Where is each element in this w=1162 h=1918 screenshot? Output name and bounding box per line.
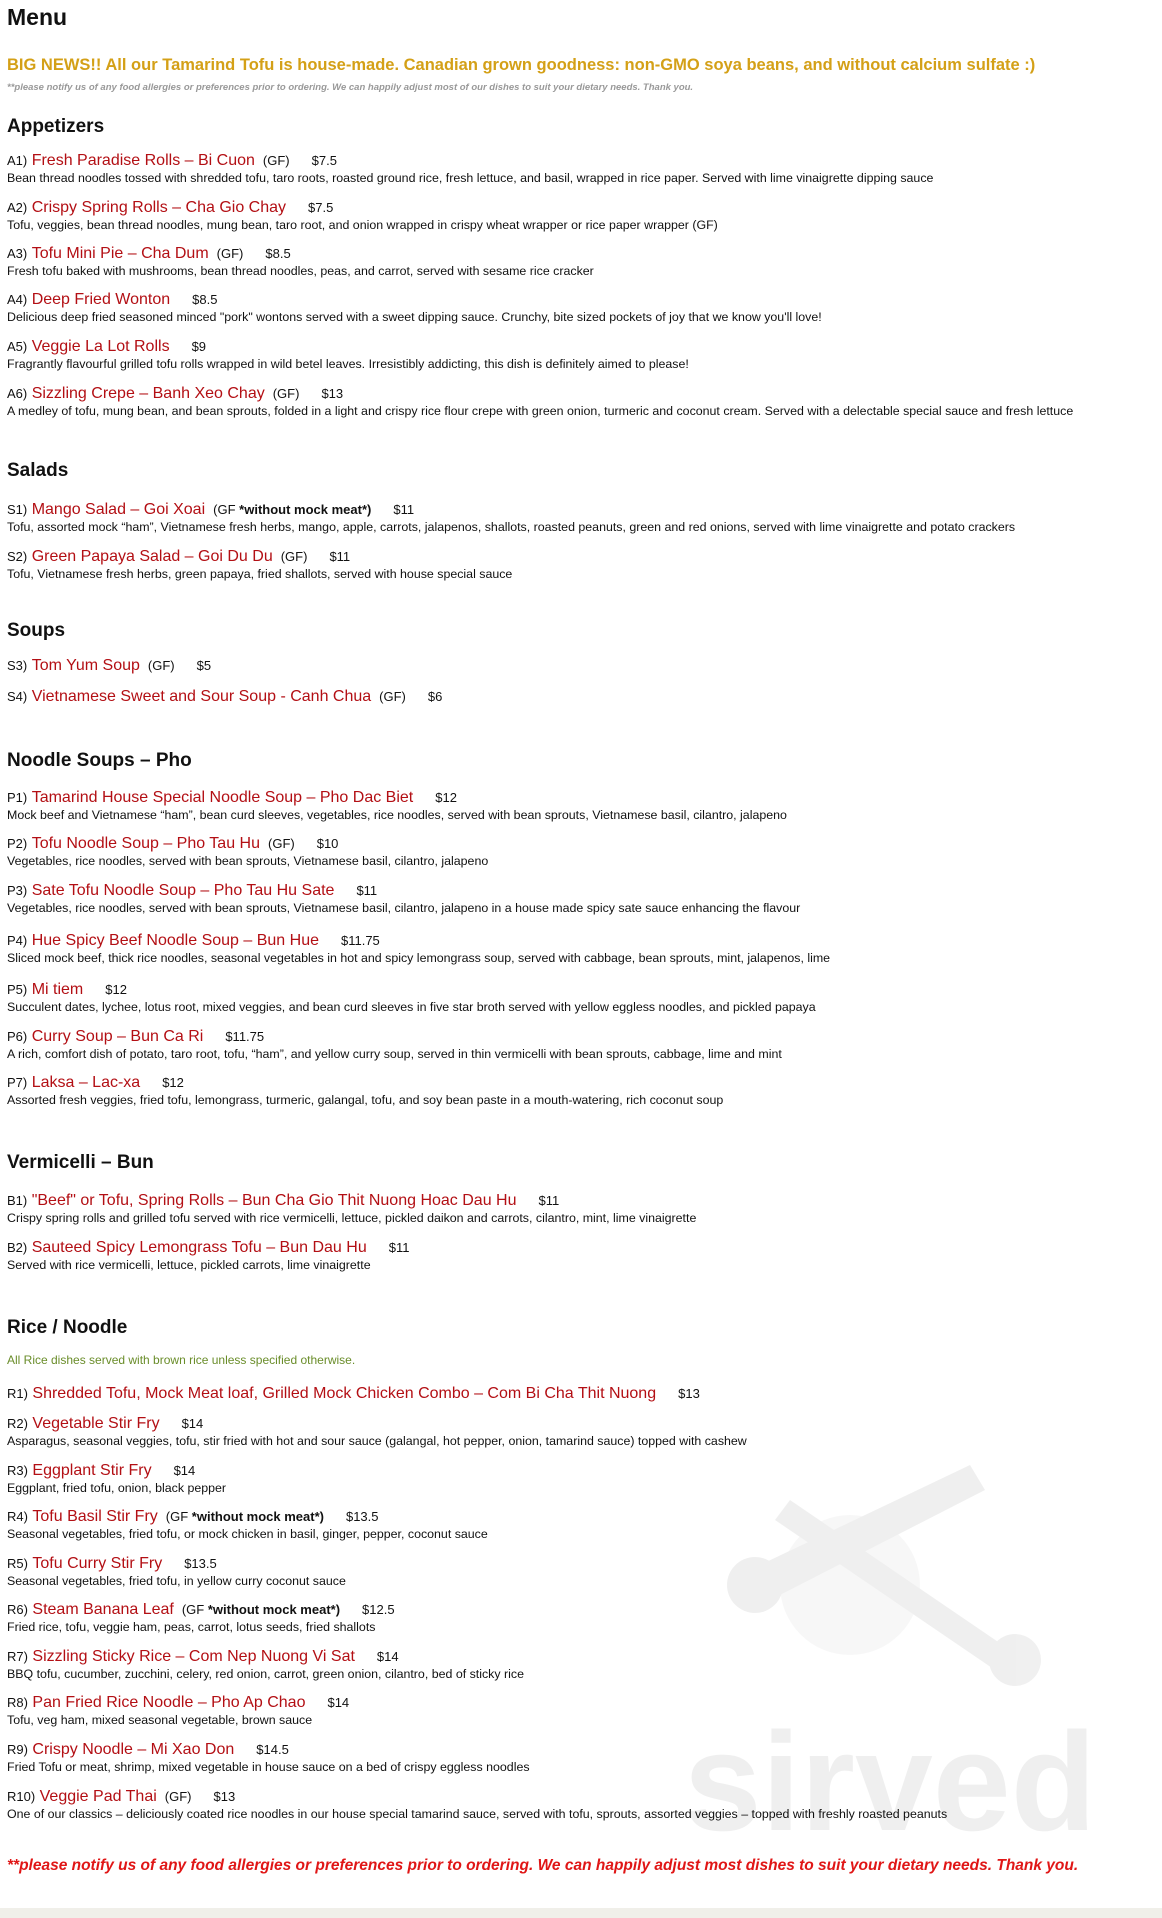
item-diet-tag xyxy=(213,502,371,517)
menu-item xyxy=(7,151,1157,186)
item-code: A6) xyxy=(7,386,28,401)
page-title: Menu xyxy=(7,4,68,30)
menu-item-header xyxy=(7,198,1157,218)
menu-item-header xyxy=(7,547,1157,567)
item-description: Tofu, veg ham, mixed seasonal vegetable, brown sauce xyxy=(7,1713,313,1727)
menu-item xyxy=(7,788,1157,823)
menu-item xyxy=(7,384,1157,419)
menu-item xyxy=(7,1238,1157,1273)
item-name: Hue Spicy Beef Noodle Soup – Bun Hue xyxy=(31,932,319,949)
menu-item-header xyxy=(7,1191,1157,1211)
item-description: Crispy spring rolls and grilled tofu served with rice vermicelli, lettuce, pickled daikon and carrots, cilantro, mint, lime vinaigrette xyxy=(7,1211,697,1225)
menu-item xyxy=(7,1384,1157,1404)
item-name: Tofu Curry Stir Fry xyxy=(32,1555,163,1572)
menu-item xyxy=(7,1554,1157,1589)
menu-item-header xyxy=(7,788,1157,808)
item-price: $13.5 xyxy=(184,1556,217,1571)
item-code: S3) xyxy=(7,658,28,673)
item-description: One of our classics – deliciously coated rice noodles in our house special tamarind sauce, served with tofu, sprouts, assorted veggies – topped with freshly roasted peanuts xyxy=(7,1807,948,1821)
item-diet-tag-text: (GF) xyxy=(272,386,300,401)
item-diet-tag-text: (GF) xyxy=(164,1789,192,1804)
item-price: $13 xyxy=(321,386,344,401)
menu-item xyxy=(7,687,1157,707)
item-price: $12 xyxy=(162,1075,184,1090)
item-code: R5) xyxy=(7,1556,28,1571)
item-diet-tag-text: (GF) xyxy=(262,153,290,168)
item-description: Fried Tofu or meat, shrimp, mixed vegetable in house sauce on a bed of crispy eggless noodles xyxy=(7,1760,530,1774)
item-name: Eggplant Stir Fry xyxy=(32,1462,152,1479)
item-diet-tag-text: (GF) xyxy=(216,246,244,261)
item-description: Seasonal vegetables, fried tofu, in yellow curry coconut sauce xyxy=(7,1574,346,1588)
menu-item xyxy=(7,1740,1157,1775)
item-diet-tag-note: *without mock meat*) xyxy=(207,1602,341,1617)
menu-item xyxy=(7,1647,1157,1682)
item-name: Veggie La Lot Rolls xyxy=(31,338,170,355)
item-code: A5) xyxy=(7,339,28,354)
item-description: Fresh tofu baked with mushrooms, bean thread noodles, peas, and carrot, served with sesame rice cracker xyxy=(7,264,594,278)
menu-item xyxy=(7,1461,1157,1496)
item-code: A4) xyxy=(7,292,28,307)
item-description: Delicious deep fried seasoned minced "pork" wontons served with a sweet dipping sauce. Crunchy, bite sized pockets of joy that we know you'll love! xyxy=(7,310,822,324)
item-description: Mock beef and Vietnamese “ham”, bean curd sleeves, vegetables, rice noodles, served with bean sprouts, Vietnamese basil, cilantro, jalapeno xyxy=(7,808,787,822)
item-code: A2) xyxy=(7,200,28,215)
item-price: $9 xyxy=(191,339,207,354)
item-diet-tag-note: *without mock meat*) xyxy=(191,1509,324,1524)
big-news-banner: BIG NEWS!! All our Tamarind Tofu is house-made. Canadian grown goodness: non-GMO soya beans, and without calcium sulfate :) xyxy=(7,56,1036,74)
item-diet-tag-text: (GF) xyxy=(280,549,308,564)
item-code: R1) xyxy=(7,1386,28,1401)
item-description: Tofu, Vietnamese fresh herbs, green papaya, fried shallots, served with house special sauce xyxy=(7,567,513,581)
item-price: $11.75 xyxy=(340,933,380,948)
item-code: R9) xyxy=(7,1742,28,1757)
item-name: Crispy Spring Rolls – Cha Gio Chay xyxy=(31,199,287,216)
section-heading: Soups xyxy=(7,620,66,641)
menu-item xyxy=(7,500,1157,535)
item-code: R10) xyxy=(7,1789,36,1804)
menu-item xyxy=(7,337,1157,372)
item-code: B2) xyxy=(7,1240,28,1255)
item-code: S1) xyxy=(7,502,28,517)
item-code: A3) xyxy=(7,246,28,261)
menu-item-header xyxy=(7,290,1157,310)
item-price: $11 xyxy=(393,502,415,517)
item-code: A1) xyxy=(7,153,28,168)
item-code: B1) xyxy=(7,1193,28,1208)
item-price: $11 xyxy=(538,1193,560,1208)
item-diet-tag xyxy=(166,1509,324,1524)
item-description: Asparagus, seasonal veggies, tofu, stir fried with hot and sour sauce (galangal, hot pepper, onion, tamarind sauce) topped with cashew xyxy=(7,1434,747,1448)
menu-item-header xyxy=(7,1554,1157,1574)
item-name: Shredded Tofu, Mock Meat loaf, Grilled Mock Chicken Combo – Com Bi Cha Thit Nuong xyxy=(32,1385,657,1402)
menu-item-header xyxy=(7,1740,1157,1760)
item-price: $12 xyxy=(105,982,127,997)
item-price: $8.5 xyxy=(192,292,218,307)
item-description: Succulent dates, lychee, lotus root, mixed veggies, and bean curd sleeves in five star broth served with yellow eggless noodles, and pickled papaya xyxy=(7,1000,816,1014)
item-price: $7.5 xyxy=(311,153,337,168)
item-code: R3) xyxy=(7,1463,28,1478)
menu-item-header xyxy=(7,1600,1157,1620)
item-name: Sate Tofu Noodle Soup – Pho Tau Hu Sate xyxy=(31,882,335,899)
item-name: Crispy Noodle – Mi Xao Don xyxy=(32,1741,235,1758)
item-price: $10 xyxy=(316,836,339,851)
menu-item-header xyxy=(7,244,1157,264)
item-diet-tag xyxy=(263,153,290,168)
item-code: S4) xyxy=(7,689,28,704)
menu-item xyxy=(7,1414,1157,1449)
item-price: $6 xyxy=(427,689,443,704)
item-diet-tag-text: (GF xyxy=(213,502,236,517)
item-code: R7) xyxy=(7,1649,28,1664)
item-price: $13 xyxy=(213,1789,236,1804)
item-name: Deep Fried Wonton xyxy=(31,291,171,308)
item-diet-tag-text: (GF xyxy=(181,1602,205,1617)
item-diet-tag-text: (GF) xyxy=(268,836,295,851)
item-description: Assorted fresh veggies, fried tofu, lemongrass, turmeric, galangal, tofu, and soy bean paste in a mouth-watering, rich coconut soup xyxy=(7,1093,724,1107)
item-name: Green Papaya Salad – Goi Du Du xyxy=(31,548,273,565)
item-price: $14.5 xyxy=(256,1742,289,1757)
item-diet-tag-text: (GF) xyxy=(147,658,175,673)
menu-item xyxy=(7,547,1157,582)
section-heading: Salads xyxy=(7,460,69,481)
item-diet-tag xyxy=(281,549,308,564)
item-description: Vegetables, rice noodles, served with bean sprouts, Vietnamese basil, cilantro, jalapeno in a house made spicy sate sauce enhancing the flavour xyxy=(7,901,801,915)
item-code: P7) xyxy=(7,1075,28,1090)
section-heading: Noodle Soups – Pho xyxy=(7,750,192,771)
item-price: $14 xyxy=(376,1649,399,1664)
item-price: $7.5 xyxy=(308,200,334,215)
menu-item xyxy=(7,1600,1157,1635)
menu-item xyxy=(7,244,1157,279)
item-code: P5) xyxy=(7,982,28,997)
section-heading: Vermicelli – Bun xyxy=(7,1152,154,1173)
menu-item-header xyxy=(7,500,1157,520)
menu-item-header xyxy=(7,384,1157,404)
item-name: Veggie Pad Thai xyxy=(39,1788,157,1805)
item-diet-tag xyxy=(182,1602,340,1617)
item-price: $8.5 xyxy=(265,246,291,261)
item-description: Bean thread noodles tossed with shredded tofu, taro roots, roasted ground rice, fresh lettuce, and basil, wrapped in rice paper. Served with lime vinaigrette dipping sauce xyxy=(7,171,934,185)
menu-item xyxy=(7,834,1157,869)
item-code: S2) xyxy=(7,549,28,564)
item-name: Mi tiem xyxy=(31,981,84,998)
item-description: BBQ tofu, cucumber, zucchini, celery, red onion, carrot, green onion, cilantro, bed of sticky rice xyxy=(7,1667,524,1681)
item-price: $12 xyxy=(435,790,457,805)
item-code: P4) xyxy=(7,933,28,948)
item-description: Tofu, assorted mock “ham”, Vietnamese fresh herbs, mango, apple, carrots, jalapenos, shallots, roasted peanuts, green and red onions, served with lime vinaigrette and potato crackers xyxy=(7,520,1016,534)
item-name: Tamarind House Special Noodle Soup – Pho Dac Biet xyxy=(31,789,414,806)
watermark-text: sirved xyxy=(683,1703,1097,1845)
item-code: P2) xyxy=(7,836,28,851)
menu-item xyxy=(7,198,1157,233)
item-name: Tofu Basil Stir Fry xyxy=(32,1508,158,1525)
menu-item xyxy=(7,1027,1157,1062)
item-description: Seasonal vegetables, fried tofu, or mock chicken in basil, ginger, pepper, coconut sauce xyxy=(7,1527,488,1541)
menu-item-header xyxy=(7,1693,1157,1713)
item-description: A rich, comfort dish of potato, taro root, tofu, “ham”, and yellow curry soup, served in thin vermicelli with bean sprouts, cabbage, lime and mint xyxy=(7,1047,782,1061)
item-diet-tag-note: *without mock meat*) xyxy=(239,502,372,517)
item-name: "Beef" or Tofu, Spring Rolls – Bun Cha Gio Thit Nuong Hoac Dau Hu xyxy=(31,1192,517,1209)
item-price: $14 xyxy=(181,1416,204,1431)
menu-item-header xyxy=(7,1507,1157,1527)
item-price: $11 xyxy=(329,549,351,564)
item-code: R8) xyxy=(7,1695,28,1710)
allergy-note-footer: **please notify us of any food allergies or preferences prior to ordering. We can happily adjust most dishes to suit your dietary needs. Thank you. xyxy=(7,1857,1079,1874)
menu-item xyxy=(7,1073,1157,1108)
menu-item-header xyxy=(7,881,1157,901)
item-price: $14 xyxy=(173,1463,196,1478)
menu-item-header xyxy=(7,931,1157,951)
menu-item-header xyxy=(7,337,1157,357)
menu-item-header xyxy=(7,980,1157,1000)
item-name: Mango Salad – Goi Xoai xyxy=(31,501,206,518)
menu-item xyxy=(7,881,1157,916)
item-description: Tofu, veggies, bean thread noodles, mung bean, taro root, and onion wrapped in crispy wheat wrapper or rice paper wrapper (GF) xyxy=(7,218,718,232)
item-name: Vegetable Stir Fry xyxy=(32,1415,160,1432)
item-diet-tag xyxy=(217,246,244,261)
item-name: Sauteed Spicy Lemongrass Tofu – Bun Dau Hu xyxy=(31,1239,367,1256)
menu-item-header xyxy=(7,1461,1157,1481)
item-diet-tag-text: (GF) xyxy=(379,689,406,704)
item-diet-tag xyxy=(148,658,175,673)
menu-item-header xyxy=(7,1238,1157,1258)
item-name: Fresh Paradise Rolls – Bi Cuon xyxy=(31,152,255,169)
item-name: Tom Yum Soup xyxy=(31,657,140,674)
item-description: Vegetables, rice noodles, served with bean sprouts, Vietnamese basil, cilantro, jalapeno xyxy=(7,854,489,868)
item-name: Curry Soup – Bun Ca Ri xyxy=(31,1028,204,1045)
item-code: P6) xyxy=(7,1029,28,1044)
item-description: Sliced mock beef, thick rice noodles, seasonal vegetables in hot and spicy lemongrass soup, served with cabbage, bean sprouts, mint, jalapenos, lime xyxy=(7,951,831,965)
item-price: $11 xyxy=(356,883,378,898)
item-description: A medley of tofu, mung bean, and bean sprouts, folded in a light and crispy rice flour crepe with green onion, turmeric and coconut cream. Served with a delectable special sauce and fresh lettuce xyxy=(7,404,1074,418)
menu-item-header xyxy=(7,1073,1157,1093)
section-heading: Appetizers xyxy=(7,116,105,137)
item-description: Eggplant, fried tofu, onion, black pepper xyxy=(7,1481,227,1495)
menu-item xyxy=(7,1507,1157,1542)
menu-item xyxy=(7,931,1157,966)
item-price: $12.5 xyxy=(362,1602,395,1617)
item-description: Fragrantly flavourful grilled tofu rolls wrapped in wild betel leaves. Irresistibly addicting, this dish is definitely aimed to please! xyxy=(7,357,689,371)
menu-item xyxy=(7,1693,1157,1728)
item-code: R6) xyxy=(7,1602,28,1617)
item-diet-tag-text: (GF xyxy=(165,1509,189,1524)
item-name: Vietnamese Sweet and Sour Soup - Canh Chua xyxy=(31,688,372,705)
item-name: Laksa – Lac-xa xyxy=(31,1074,141,1091)
item-code: P1) xyxy=(7,790,28,805)
item-price: $13 xyxy=(678,1386,700,1401)
menu-item xyxy=(7,656,1157,676)
item-price: $11.75 xyxy=(225,1029,265,1044)
item-code: R2) xyxy=(7,1416,28,1431)
item-code: R4) xyxy=(7,1509,28,1524)
menu-item xyxy=(7,1787,1157,1822)
item-diet-tag xyxy=(379,689,406,704)
sirved-watermark-logo xyxy=(640,1445,1140,1845)
item-price: $11 xyxy=(388,1240,410,1255)
menu-item-header xyxy=(7,834,1157,854)
menu-item-header xyxy=(7,1384,1157,1404)
allergy-note-top: **please notify us of any food allergies or preferences prior to ordering. We can happily adjust most of our dishes to suit your dietary needs. Thank you. xyxy=(7,82,694,93)
item-diet-tag xyxy=(273,386,300,401)
item-description: Served with rice vermicelli, lettuce, pickled carrots, lime vinaigrette xyxy=(7,1258,371,1272)
menu-item-header xyxy=(7,1414,1157,1434)
item-name: Tofu Noodle Soup – Pho Tau Hu xyxy=(31,835,260,852)
item-name: Pan Fried Rice Noodle – Pho Ap Chao xyxy=(32,1694,306,1711)
menu-item-header xyxy=(7,687,1157,707)
item-diet-tag xyxy=(268,836,295,851)
menu-item-header xyxy=(7,656,1157,676)
menu-item xyxy=(7,290,1157,325)
menu-item-header xyxy=(7,1647,1157,1667)
menu-item-header xyxy=(7,151,1157,171)
item-name: Sizzling Sticky Rice – Com Nep Nuong Vi Sat xyxy=(32,1648,355,1665)
bottom-strip xyxy=(0,1908,1162,1918)
section-heading: Rice / Noodle xyxy=(7,1317,128,1338)
menu-item-header xyxy=(7,1787,1157,1807)
menu-item-header xyxy=(7,1027,1157,1047)
item-price: $13.5 xyxy=(345,1509,379,1524)
item-diet-tag xyxy=(165,1789,192,1804)
item-name: Sizzling Crepe – Banh Xeo Chay xyxy=(31,385,265,402)
item-name: Steam Banana Leaf xyxy=(32,1601,174,1618)
item-price: $14 xyxy=(327,1695,350,1710)
rice-note: All Rice dishes served with brown rice unless specified otherwise. xyxy=(7,1353,356,1367)
menu-item xyxy=(7,980,1157,1015)
menu-item xyxy=(7,1191,1157,1226)
item-name: Tofu Mini Pie – Cha Dum xyxy=(31,245,209,262)
item-code: P3) xyxy=(7,883,28,898)
item-description: Fried rice, tofu, veggie ham, peas, carrot, lotus seeds, fried shallots xyxy=(7,1620,376,1634)
item-price: $5 xyxy=(196,658,212,673)
